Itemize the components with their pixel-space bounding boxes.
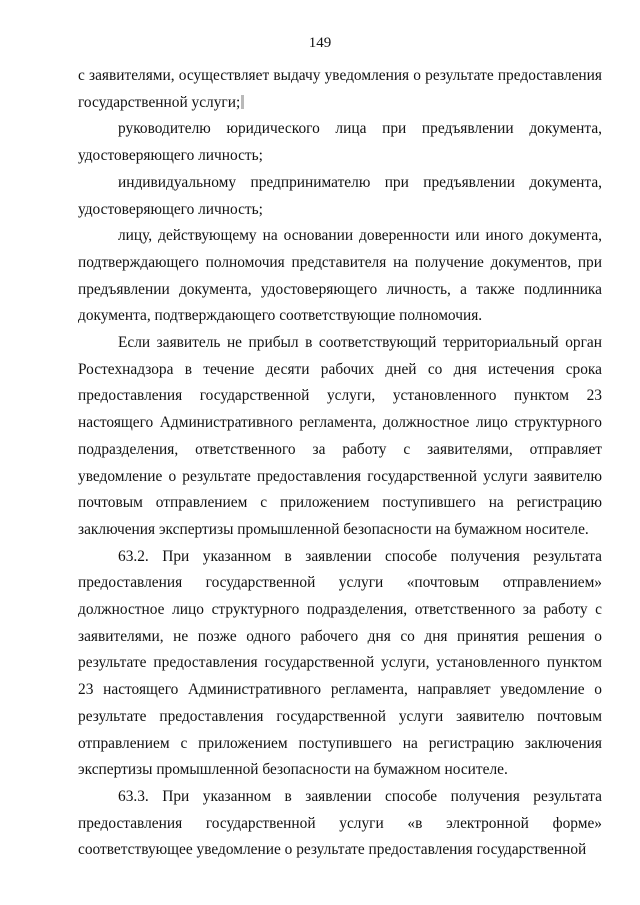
paragraph-entrepreneur: индивидуальному предпринимателю при предъявлении документа, удостоверяющего личность;	[78, 173, 602, 218]
text-cursor-mark	[241, 95, 244, 109]
body-text	[78, 63, 602, 864]
paragraph-continuation	[78, 63, 602, 116]
paragraph-text: с заявителями, осуществляет выдачу уведомления о результате предоставления государственной услуги;	[78, 67, 602, 111]
paragraph-representative: лицу, действующему на основании доверенности или иного документа, подтверждающего полномочия представителя на получение документов, при предъявлении документа, удостоверяющего личность, а также подлинника документа, подтверждающего соответствующие полномочия.	[78, 227, 602, 325]
paragraph-63-2: 63.2. При указанном в заявлении способе получения результата предоставления государственной услуги «почтовым отправлением» должностное лицо структурного подразделения, ответственного за работу с заявителями, не позже одного рабочего дня со дня принятия решения о результате предоставления государственной услуги, установленного пунктом 23 настоящего Административного регламента, направляет уведомление о результате предоставления государственной услуги заявителю почтовым отправлением с приложением поступившего на регистрацию заключения экспертизы промышленной безопасности на бумажном носителе.	[78, 547, 602, 779]
paragraph-63-3: 63.3. При указанном в заявлении способе получения результата предоставления государственной услуги «в электронной форме» соответствующее уведомление о результате предоставления государственной	[78, 787, 602, 859]
page-number: 149	[308, 35, 332, 51]
paragraph-applicant-absent: Если заявитель не прибыл в соответствующий территориальный орган Ростехнадзора в течение десяти рабочих дней со дня истечения срока предоставления государственной услуги, установленного пунктом 23 настоящего Административного регламента, должностное лицо структурного подразделения, ответственного за работу с заявителями, отправляет уведомление о результате предоставления государственной услуги заявителю почтовым отправлением с приложением поступившего на регистрацию заключения экспертизы промышленной безопасности на бумажном носителе.	[78, 334, 602, 538]
paragraph-director: руководителю юридического лица при предъявлении документа, удостоверяющего личность;	[78, 120, 602, 165]
